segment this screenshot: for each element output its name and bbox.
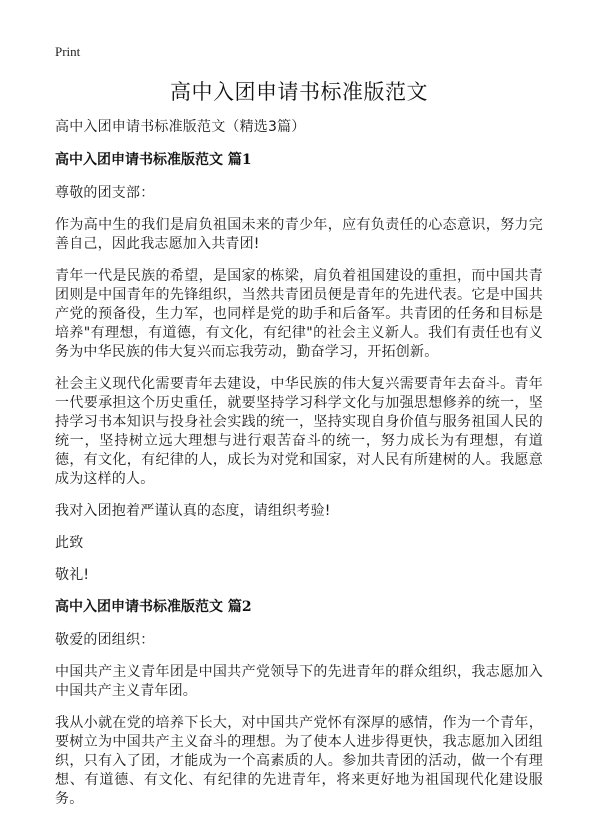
paragraph: 社会主义现代化需要青年去建设，中华民族的伟大复兴需要青年去奋斗。青年一代要承担这个历史重任，就要坚持学习科学文化与加强思想修养的统一，坚持学习书本知识与投身社会实践的统一，坚持实现自身价值与服务祖国人民的统一，坚持树立远大理想与进行艰苦奋斗的统一，努力成长为有理想，有道德，有文化，有纪律的人，成长为对党和国家，对人民有所建树的人。我愿意成为这样的人。 <box>55 376 543 487</box>
paragraph: 我对入团抱着严谨认真的态度，请组织考验! <box>55 503 331 519</box>
document-title: 高中入团申请书标准版范文 <box>170 80 428 104</box>
article-heading: 高中入团申请书标准版范文 篇1 <box>55 152 252 168</box>
paragraph: 青年一代是民族的希望，是国家的栋梁，肩负着祖国建设的重担，而中国共青团则是中国青年的先锋组织，当然共青团员便是青年的先进代表。它是中国共产党的预备役，生力军，也同样是党的助手和后备军。共青团的任务和目标是培养"有理想，有道德，有文化，有纪律"的社会主义新人。我们有责任也有义务为中华民族的伟大复兴而忘我劳动，勤奋学习，开拓创新。 <box>55 268 543 360</box>
regards: 敬礼! <box>55 567 90 583</box>
salutation: 尊敬的团支部： <box>55 185 155 201</box>
paragraph: 中国共产主义青年团是中国共产党领导下的先进青年的群众组织，我志愿加入中国共产主义青年团。 <box>55 664 543 699</box>
article-2 <box>55 598 543 809</box>
article-heading: 高中入团申请书标准版范文 篇2 <box>55 599 252 615</box>
salutation: 敬爱的团组织： <box>55 632 155 648</box>
closing: 此致 <box>55 535 84 551</box>
document-body <box>55 118 543 822</box>
paragraph: 我从小就在党的培养下长大，对中国共产党怀有深厚的感情，作为一个青年，要树立为中国共产主义奋斗的理想。为了使本人进步得更快，我志愿加入团组织，只有入了团，才能成为一个高素质的人。参加共青团的活动，做一个有理想、有道德、有文化、有纪律的先进青年，将来更好地为祖国现代化建设服务。 <box>55 715 543 807</box>
print-label[interactable]: Print <box>55 44 81 59</box>
document-subtitle: 高中入团申请书标准版范文（精选3篇） <box>55 119 306 135</box>
article-1 <box>55 151 543 585</box>
paragraph: 作为高中生的我们是肩负祖国未来的青少年，应有负责任的心态意识，努力完善自己，因此我志愿加入共青团! <box>55 217 543 252</box>
